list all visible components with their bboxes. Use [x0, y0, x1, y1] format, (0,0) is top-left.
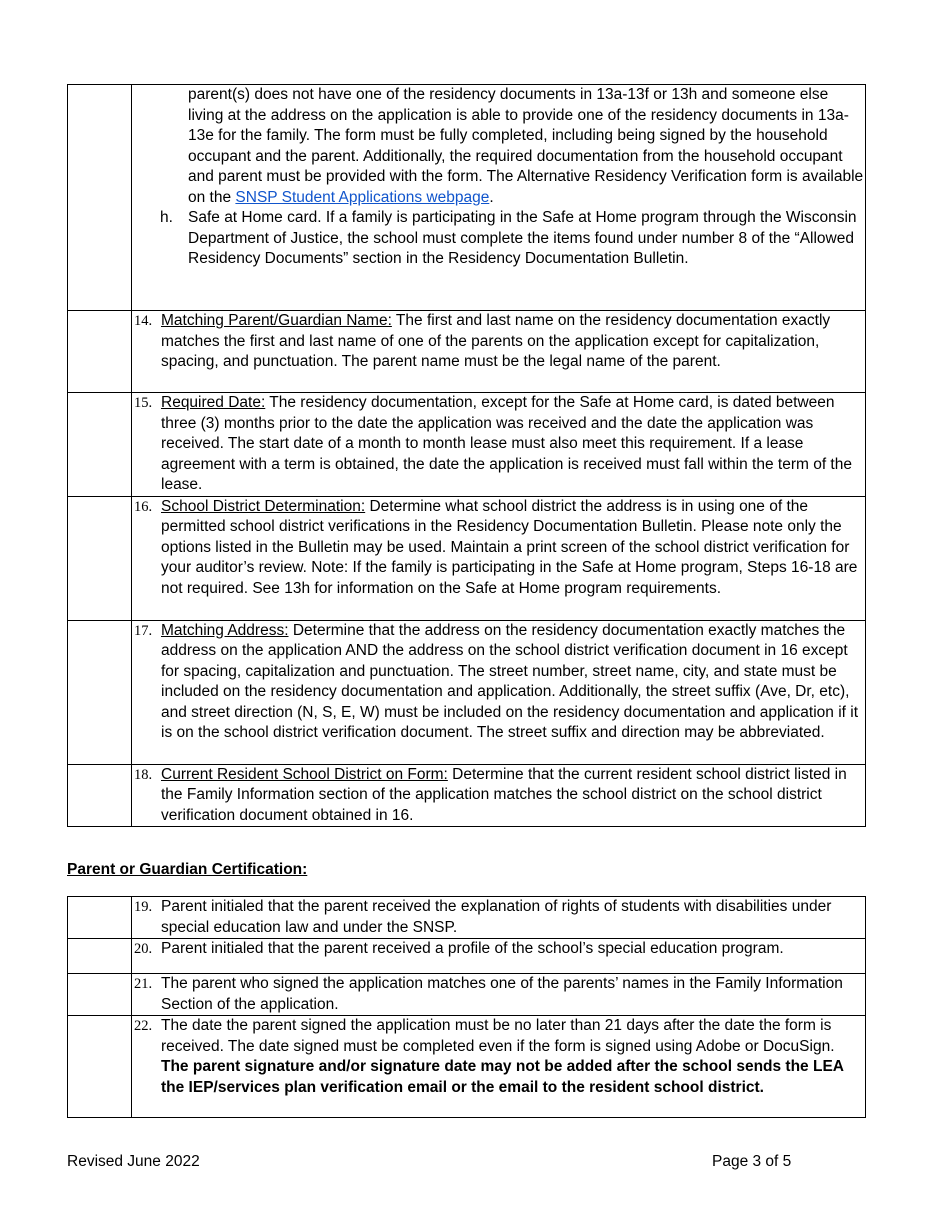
- table-row: [68, 85, 866, 311]
- checkbox-cell: [68, 85, 132, 311]
- item-text: Determine that the current resident school district listed in the Family Information section of the application matches the school district on the school district verification document obtained in 16.: [161, 765, 847, 824]
- item-13g-continuation-text: parent(s) does not have one of the residency documents in 13a-13f or 13h and someone else living at the address on the application is able to provide one of the residency documents in 13a-13e for the family. The form must be fully completed, including being signed by the household occupant and the parent. Additionally, the required documentation from the household occupant and parent must be provided with the form. The Alternative Residency Verification form is available on the SNSP Student Applications webpage.: [188, 86, 864, 206]
- item-18: [132, 764, 866, 827]
- item-13h: [132, 208, 865, 270]
- checkbox-cell: [68, 974, 132, 1016]
- item-text: Determine what school district the address is in using one of the permitted school district verifications in the Residency Documentation Bulletin. Please note only the options listed in the Bulletin may be used. Maintain a print screen of the school district verification for your auditor’s review. Note: If the family is participating in the Safe at Home program, Steps 16-18 are not required. See 13h for information on the Safe at Home program requirements.: [161, 497, 858, 597]
- item-number: 20.: [134, 941, 153, 957]
- item-16: [132, 496, 866, 620]
- item-bold-text: The parent signature and/or signature date may not be added after the school sends the LEA the IEP/services plan verification email or the email to the resident school district.: [161, 1058, 844, 1096]
- item-text: The date the parent signed the application must be no later than 21 days after the date the form is received. The date signed must be completed even if the form is signed using Adobe or DocuSign.: [161, 1017, 835, 1055]
- table-row: [68, 311, 866, 393]
- table-row: [68, 1016, 866, 1118]
- footer-revised-date: Revised June 2022: [67, 1153, 200, 1170]
- table-row: [68, 496, 866, 620]
- checkbox-cell: [68, 311, 132, 393]
- item-number: 14.: [134, 313, 153, 329]
- table-row: [68, 620, 866, 764]
- item-21: [132, 974, 866, 1016]
- item-text: The residency documentation, except for the Safe at Home card, is dated between three (3) months prior to the date the application was received and the date the application was received. The start date of a month to month lease must also meet this requirement. If a lease agreement with a term is obtained, the date the application is received must fall within the term of the lease.: [161, 394, 852, 493]
- item-title: School District Determination:: [161, 497, 366, 515]
- table-row: [68, 974, 866, 1016]
- checkbox-cell: [68, 1016, 132, 1118]
- item-15: [132, 393, 866, 497]
- item-20: [132, 939, 866, 974]
- item-title: Matching Address:: [161, 621, 289, 639]
- footer-page-number: Page 3 of 5: [712, 1153, 792, 1170]
- checkbox-cell: [68, 393, 132, 497]
- section-heading-parent-certification: Parent or Guardian Certification:: [67, 861, 308, 878]
- item-number: 15.: [134, 395, 153, 411]
- table-row: [68, 939, 866, 974]
- checkbox-cell: [68, 620, 132, 764]
- item-number: 17.: [134, 622, 153, 639]
- item-title: Required Date:: [161, 394, 266, 411]
- snsp-student-applications-link[interactable]: SNSP Student Applications webpage: [235, 188, 490, 206]
- item-text: Parent initialed that the parent received the explanation of rights of students with disabilities under special education law and under the SNSP.: [161, 898, 832, 936]
- table-row: [68, 897, 866, 939]
- item-13-continuation: [132, 85, 866, 311]
- table-row: [68, 764, 866, 827]
- item-number: 22.: [134, 1018, 153, 1034]
- checkbox-cell: [68, 764, 132, 827]
- item-text: Determine that the address on the residency documentation exactly matches the address on the application AND the address on the school district verification document in 16 except for spacing, capitalization and punctuation. The street number, street name, city, and state must be included on the residency documentation and application. Additionally, the street suffix (Ave, Dr, etc), and street direction (N, S, E, W) must be included on the residency documentation and application if it is on the school district verification document. The street suffix and direction may be abbreviated.: [161, 621, 859, 741]
- checklist-table-2-wrapper: [67, 896, 866, 1118]
- item-13h-text: Safe at Home card. If a family is participating in the Safe at Home program through the Wisconsin Department of Justice, the school must complete the items found under number 8 of the “Allowed Residency Documents” section in the Residency Documentation Bulletin.: [188, 209, 857, 267]
- checklist-table-2: [67, 896, 866, 1118]
- item-number: 18.: [134, 766, 153, 783]
- item-number: 19.: [134, 899, 153, 915]
- item-17: [132, 620, 866, 764]
- item-number: 21.: [134, 976, 153, 992]
- item-22: [132, 1016, 866, 1118]
- checkbox-cell: [68, 496, 132, 620]
- item-14: [132, 311, 866, 393]
- item-title: Matching Parent/Guardian Name:: [161, 312, 392, 329]
- checklist-table-1: [67, 84, 866, 827]
- table-row: [68, 393, 866, 497]
- checklist-table-1-wrapper: [67, 84, 866, 827]
- checkbox-cell: [68, 939, 132, 974]
- item-19: [132, 897, 866, 939]
- item-text: The parent who signed the application matches one of the parents’ names in the Family Information Section of the application.: [161, 975, 843, 1013]
- item-text: Parent initialed that the parent received a profile of the school’s special education program.: [161, 940, 784, 957]
- item-number: 16.: [134, 498, 153, 515]
- item-text: The first and last name on the residency documentation exactly matches the first and last name of one of the parents on the application except for capitalization, spacing, and punctuation. The parent name must be the legal name of the parent.: [161, 312, 831, 370]
- item-letter: h.: [160, 209, 173, 226]
- checkbox-cell: [68, 897, 132, 939]
- item-title: Current Resident School District on Form:: [161, 765, 448, 783]
